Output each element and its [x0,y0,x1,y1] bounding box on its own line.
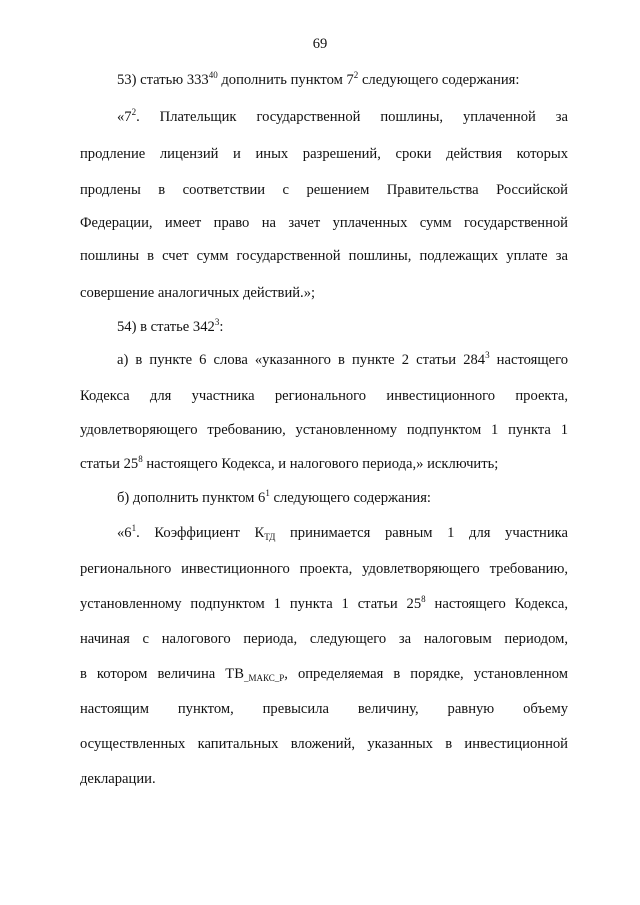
item-54-sup: 3 [214,317,220,327]
p6-line-1 [117,522,568,544]
p6-sup: 1 [131,523,137,533]
p6-rest: принимается равным 1 для участника [275,525,568,541]
pa-l4a: статьи 25 [80,456,139,472]
p6-line-2: регионального инвестиционного проекта, удовлетворяющего требованию, [80,561,568,577]
pa-line-4 [80,453,568,475]
p6-l3b: настоящего Кодекса, [425,596,569,612]
pb-tail: следующего содержания: [269,490,431,506]
p6-line-5 [80,663,568,685]
p6-l5a: в котором величина ТВ [80,666,244,682]
p6-line-7: осуществленных капитальных вложений, указанных в инвестиционной [80,736,568,752]
p6-l3a: установленному подпунктом 1 пункта 1 статьи 25 [80,596,422,612]
p6-mid: . Коэффициент К [136,525,265,541]
pb-line [117,487,577,509]
item-53-prefix: 53) статью 333 [117,72,209,88]
p6-line-3 [80,593,568,615]
p1-line-5: пошлины в счет сумм государственной пошлины, подлежащих уплате за [80,248,568,264]
p6-start: «6 [117,525,132,541]
pb-sup: 1 [265,488,270,498]
item-53-sup2: 2 [353,70,359,80]
p1-line-3: продлены в соответствии с решением Правительства Российской [80,182,568,198]
pa-sup1: 3 [485,350,490,360]
item-53-tail: следующего содержания: [358,72,520,88]
p6-sub: ТД [264,532,276,542]
item-54-text: 54) в статье 342 [117,319,215,335]
p6-line-4: начиная с налогового периода, следующего за налоговым периодом, [80,631,568,647]
p6-line-8: декларации. [80,771,156,787]
pa-l4sup: 8 [138,454,143,464]
p1-start: «7 [117,109,132,125]
item-53-sup1: 40 [208,70,218,80]
pa-text1: а) в пункте 6 слова «указанного в пункте 2 статьи 284 [117,352,486,368]
p6-l3sup: 8 [421,594,426,604]
pa-line-3: удовлетворяющего требованию, установленному подпунктом 1 пункта 1 [80,422,568,438]
p6-line-6: настоящим пунктом, превысила величину, равную объему [80,701,568,717]
p1-line-6: совершение аналогичных действий.»; [80,285,316,301]
pa-line-2: Кодекса для участника регионального инвестиционного проекта, [80,388,568,404]
pa-tail1: настоящего [489,352,569,368]
p6-l5b: , определяемая в порядке, установленном [284,666,568,682]
item-53 [117,69,577,91]
p1-line-1 [117,106,568,128]
p1-line-2: продление лицензий и иных разрешений, сроки действия которых [80,146,568,162]
p6-l5sub: _МАКС_Р [243,673,285,683]
pa-l4b: настоящего Кодекса, и налогового периода,» исключить; [142,456,499,472]
page-number: 69 [312,36,328,52]
p1-sup: 2 [131,107,137,117]
item-54-tail: : [219,319,224,335]
p1-line-4: Федерации, имеет право на зачет уплаченных сумм государственной [80,215,568,231]
p1-rest: . Плательщик государственной пошлины, уплаченной за [136,109,568,125]
item-54 [117,316,577,338]
item-53-mid: дополнить пунктом 7 [217,72,354,88]
pb-text: б) дополнить пунктом 6 [117,490,266,506]
pa-line-1 [117,349,568,371]
